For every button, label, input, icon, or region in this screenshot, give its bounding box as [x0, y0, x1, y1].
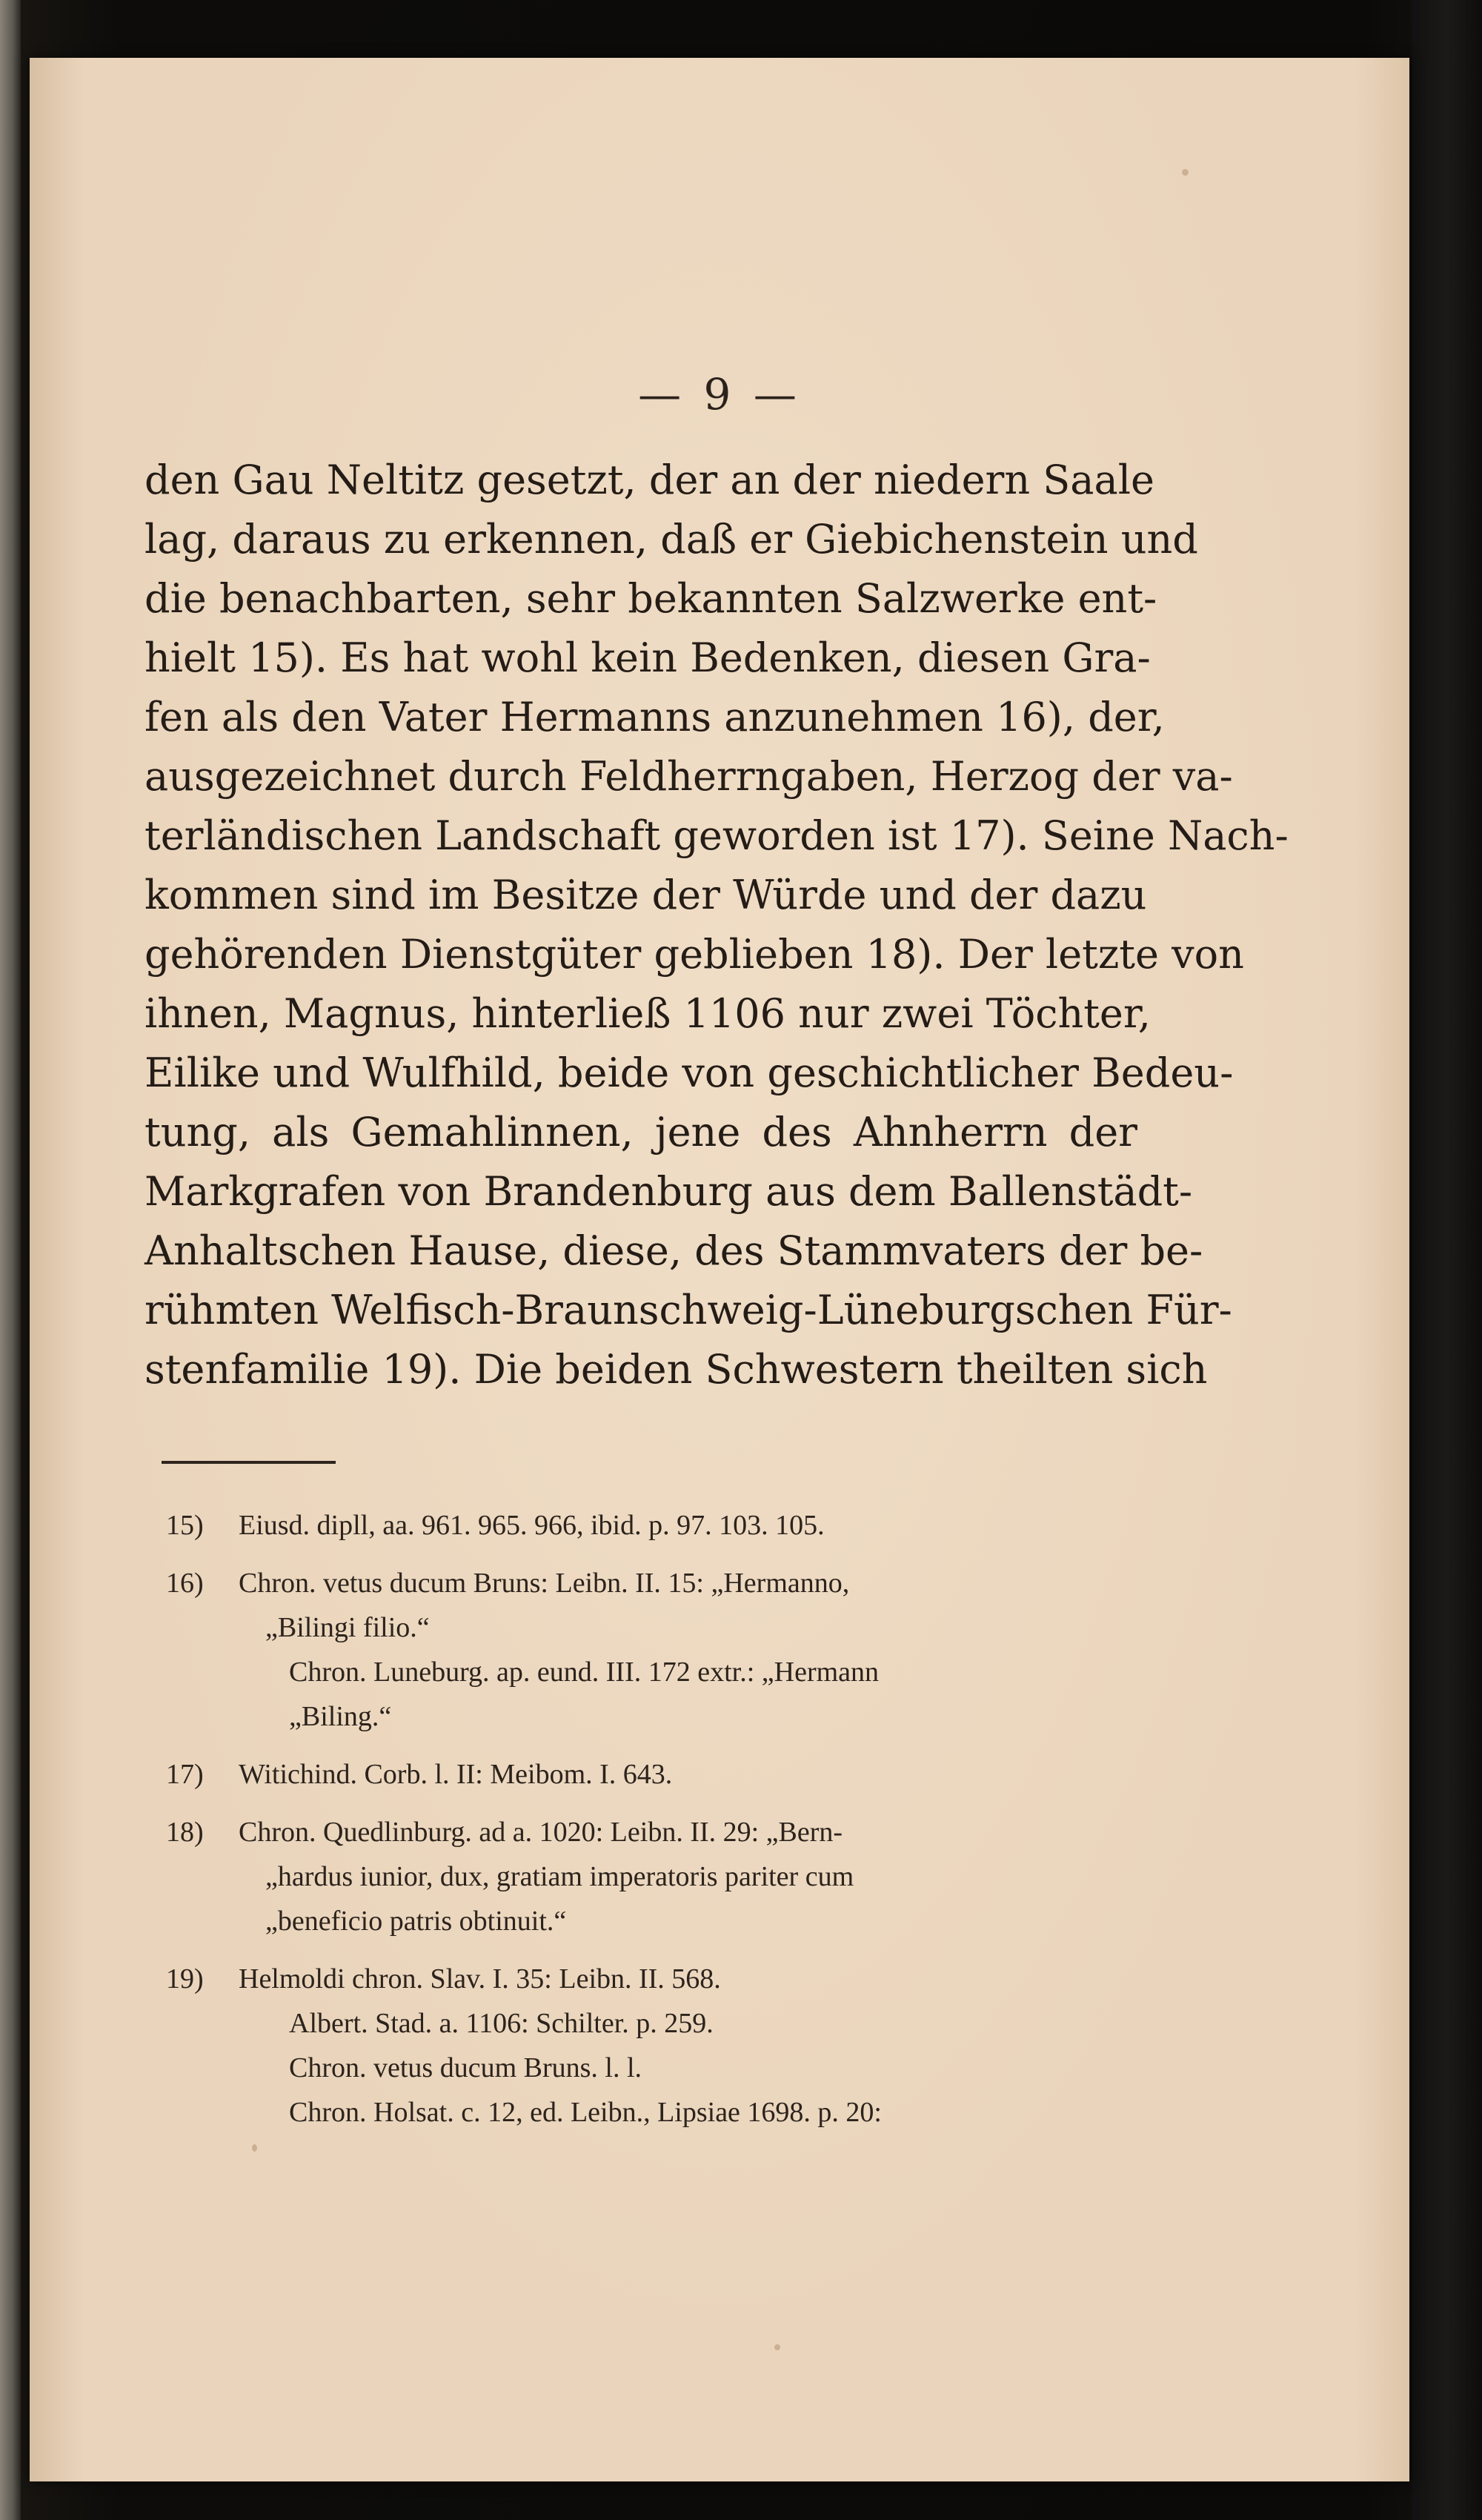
footnote-text: „Bilingi filio.“ [265, 1612, 430, 1643]
body-line: Eilike und Wulfhild, beide von geschichtlicher Bedeu- [144, 1050, 1234, 1096]
footnote [166, 1561, 1156, 1739]
footnote [166, 1957, 1156, 2135]
body-line: Anhaltschen Hause, diese, des Stammvaters der be- [144, 1227, 1203, 1274]
body-line: die benachbarten, sehr bekannten Salzwerke ent- [144, 575, 1157, 622]
body-text [144, 451, 1289, 1399]
footnote-text: Eiusd. dipll, aa. 961. 965. 966, ibid. p. 97. 103. 105. [239, 1510, 825, 1541]
footnote-number: 19) [166, 1963, 204, 1995]
body-line: stenfamilie 19). Die beiden Schwestern theilten sich [144, 1346, 1208, 1393]
body-line: kommen sind im Besitze der Würde und der dazu [144, 872, 1147, 918]
footnote-line [166, 1810, 1156, 1854]
footnote-line [166, 1503, 1156, 1548]
adjacent-page-edge [0, 0, 21, 2520]
scanner-board-edge [1412, 0, 1482, 2520]
body-line: ihnen, Magnus, hinterließ 1106 nur zwei Töchter, [144, 990, 1151, 1037]
page-number: — 9 — [638, 369, 801, 420]
footnote-subline: Chron. Holsat. c. 12, ed. Leibn., Lipsiae 1698. p. 20: [289, 2097, 882, 2128]
book-page [30, 58, 1409, 2481]
footnote-number: 17) [166, 1759, 204, 1790]
body-line: hielt 15). Es hat wohl kein Bedenken, diesen Gra- [144, 634, 1151, 681]
body-line: ausgezeichnet durch Feldherrngaben, Herzog der va- [144, 753, 1233, 800]
footnote-line [166, 1957, 1156, 2001]
footnotes [166, 1503, 1156, 2148]
footnote [166, 1752, 1156, 1797]
body-line: lag, daraus zu erkennen, daß er Giebichenstein und [144, 516, 1198, 563]
footnote-text: Helmoldi chron. Slav. I. 35: Leibn. II. 568. [239, 1963, 721, 1995]
body-line: terländischen Landschaft geworden ist 17). Seine Nach- [144, 812, 1289, 859]
footnote-line [166, 1561, 1156, 1605]
footnote-number: 18) [166, 1817, 204, 1848]
body-line: tung, als Gemahlinnen, jene des Ahnherrn der [144, 1109, 1137, 1155]
footnote-line [193, 1854, 1156, 1899]
footnote-number: 15) [166, 1510, 204, 1541]
footnote-line [166, 1752, 1156, 1797]
footnote-subline: Albert. Stad. a. 1106: Schilter. p. 259. [289, 2008, 714, 2039]
footnote-text: Chron. Quedlinburg. ad a. 1020: Leibn. II. 29: „Bern- [239, 1817, 843, 1848]
footnote-subline: Chron. Luneburg. ap. eund. III. 172 extr.: „Hermann [289, 1657, 880, 1688]
footnote-number: 16) [166, 1568, 204, 1599]
footnote-text: Chron. vetus ducum Bruns: Leibn. II. 15: „Hermanno, [239, 1568, 850, 1599]
footnote [166, 1503, 1156, 1548]
footnote-text: Witichind. Corb. l. II: Meibom. I. 643. [239, 1759, 673, 1790]
body-line: gehörenden Dienstgüter geblieben 18). Der letzte von [144, 931, 1244, 978]
footnote-text: „hardus iunior, dux, gratiam imperatoris pariter cum [265, 1861, 854, 1892]
paper-spot [774, 2344, 780, 2350]
footnote-text: „beneficio patris obtinuit.“ [265, 1906, 567, 1937]
body-line: Markgrafen von Brandenburg aus dem Ballenstädt- [144, 1168, 1193, 1215]
footnote-separator [162, 1461, 336, 1464]
body-line: fen als den Vater Hermanns anzunehmen 16), der, [144, 694, 1165, 740]
footnote-subline: Chron. vetus ducum Bruns. l. l. [289, 2052, 642, 2083]
footnote-line [193, 1899, 1156, 1943]
footnote [166, 1810, 1156, 1943]
footnote-subline: „Biling.“ [289, 1701, 392, 1732]
footnote-line [193, 1605, 1156, 1650]
paper-spot [1182, 169, 1189, 176]
body-line: den Gau Neltitz gesetzt, der an der niedern Saale [144, 457, 1154, 503]
body-line: rühmten Welfisch-Braunschweig-Lüneburgschen Für- [144, 1287, 1232, 1333]
